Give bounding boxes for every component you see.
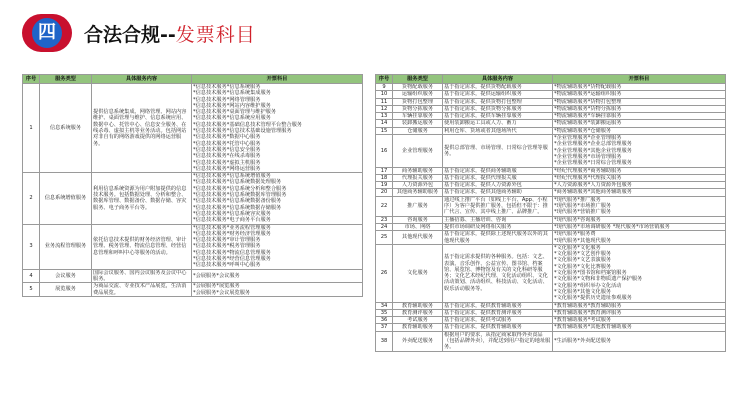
table-row xyxy=(23,269,363,283)
invoice-item: *教育辅助服务*教育测评服务 xyxy=(554,309,622,316)
invoice-items-cell xyxy=(553,309,726,316)
content-cell: 基于指定需求，提供其他商务辅助 xyxy=(443,189,553,196)
content-cell: 基于指定需求，提供车辆挂靠服务 xyxy=(443,113,553,120)
content-cell: 基于指定需求，提供教育测评服务 xyxy=(443,309,553,316)
seq-cell: 34 xyxy=(376,302,393,309)
type-cell: 代理报关服务 xyxy=(393,174,443,181)
invoice-item: *企业管理服务*市场管理服务 xyxy=(554,153,622,160)
invoice-item: *信息技术服务*业务流程管理服务 xyxy=(193,224,271,231)
type-cell: 车辆挂靠服务 xyxy=(393,113,443,120)
col-header-invoice: 开票科目 xyxy=(553,75,726,84)
invoice-item: *信息技术服务*信息系统服务 xyxy=(193,84,261,90)
type-cell: 货物分拣服务 xyxy=(393,105,443,112)
page-header xyxy=(0,0,744,70)
seq-cell: 23 xyxy=(376,216,393,223)
content-cell: 使用装卸搬运工具或人力、畜力 xyxy=(443,120,553,127)
invoice-items-cell xyxy=(553,231,726,245)
col-header-type: 服务类型 xyxy=(40,75,92,84)
seq-cell: 4 xyxy=(23,269,40,283)
seq-cell: 18 xyxy=(376,174,393,181)
invoice-item: *文化服务*文艺表演服务 xyxy=(554,257,612,264)
page-title xyxy=(84,20,256,47)
seq-cell: 10 xyxy=(376,91,393,98)
invoice-items-cell xyxy=(553,167,726,174)
invoice-items-cell xyxy=(553,302,726,309)
invoice-item: *信息技术服务*信息安全服务 xyxy=(193,146,261,153)
type-cell: 信息系统增值服务 xyxy=(40,173,92,224)
type-cell: 教育测评服务 xyxy=(393,309,443,316)
type-cell: 其他商务辅助服务 xyxy=(393,189,443,196)
content-cell: 基于指定需求，提供货物打包整理 xyxy=(443,98,553,105)
table-row xyxy=(376,324,726,331)
invoice-item: *信息技术服务*信息系统增值服务 xyxy=(193,173,271,180)
invoice-item: *企业管理服务*企业管理服务 xyxy=(554,135,622,142)
seq-cell: 20 xyxy=(376,189,393,196)
type-cell: 推广服务 xyxy=(393,196,443,216)
seq-cell: 36 xyxy=(376,317,393,324)
section-badge xyxy=(22,14,72,52)
content-cell: 基于指定需求，提供代理报关服 xyxy=(443,174,553,181)
content-cell: 国际会议服务、国内会议服务及会议中心服务。 xyxy=(92,269,192,283)
invoice-item: *物流辅助服务*车辆挂靠服务 xyxy=(554,113,622,120)
invoice-items-cell xyxy=(192,269,363,283)
invoice-item: *信息技术服务*信息系统容灾服务 xyxy=(193,210,271,217)
invoice-items-cell xyxy=(553,135,726,167)
invoice-item: *教育辅助服务*其他教育辅助服务 xyxy=(554,324,632,331)
invoice-item: *经纪代理服务*商务辅助服务 xyxy=(554,167,622,174)
seq-cell: 38 xyxy=(376,331,393,351)
table-row xyxy=(376,135,726,167)
type-cell: 市场、网络 xyxy=(393,223,443,230)
invoice-items-cell xyxy=(192,283,363,297)
seq-cell: 22 xyxy=(376,196,393,216)
content-cell: 基于指定需求，提供运输组织服务 xyxy=(443,91,553,98)
invoice-item: *信息技术服务*网络管理服务 xyxy=(193,96,261,103)
seq-cell: 15 xyxy=(376,127,393,134)
type-cell: 会议服务 xyxy=(40,269,92,283)
content-cell: 基于指定需求提供的各种服务。包括：文艺、表演、音乐创作、公益宣传、图书馆、档案馆、展览馆、博物馆及有关的文化科研等服务；文化艺术经纪代理、文化活动组织、文化活动策划、活动组织、科技活动、文化活动、娱乐活动服务等。 xyxy=(443,244,553,302)
table-row xyxy=(376,309,726,316)
table-row xyxy=(23,173,363,224)
invoice-item: *会展服务*会议展览服务 xyxy=(193,289,251,296)
type-cell: 教育辅助服务 xyxy=(393,302,443,309)
invoice-items-cell xyxy=(553,244,726,302)
invoice-item: *信息技术服务*税务管理服务 xyxy=(193,243,261,250)
content-cell: 基于指定需求，提供货物配载服务 xyxy=(443,84,553,91)
table-row xyxy=(23,283,363,297)
table-row xyxy=(376,216,726,223)
invoice-item: *信息技术服务*电子商务平台服务 xyxy=(193,217,271,224)
invoice-item: *物流辅助服务*仓储服务 xyxy=(554,127,612,134)
title-main: 合法合规 xyxy=(84,24,161,46)
seq-cell: 17 xyxy=(376,167,393,174)
type-cell: 展览服务 xyxy=(40,283,92,297)
invoice-items-cell xyxy=(553,189,726,196)
type-cell: 咨询服务 xyxy=(393,216,443,223)
content-cell: 主播招募、主播培训、咨询 xyxy=(443,216,553,223)
seq-cell: 13 xyxy=(376,113,393,120)
left-invoice-table xyxy=(22,74,363,297)
invoice-item: *信息技术服务*信息技术基础设施管理服务 xyxy=(193,128,292,135)
invoice-item: *物流辅助服务*货物配载服务 xyxy=(554,84,622,90)
invoice-item: *物流辅助服务*运输组织服务 xyxy=(554,91,622,98)
invoice-item: *企业管理服务*其他企业管理服务 xyxy=(554,147,632,154)
content-cell: 通过线上推广平台（如线上平台、App、小程序）为客户提供推广服务，包括但不限于：推广代言、宣传、其中线上推广、品牌推广。 xyxy=(443,196,553,216)
invoice-items-cell xyxy=(553,120,726,127)
table-row xyxy=(376,120,726,127)
seq-cell: 14 xyxy=(376,120,393,127)
table-row xyxy=(376,113,726,120)
content-cell: 基于指定需求，提供人力资源外包 xyxy=(443,182,553,189)
content-cell: 提供市场调研及网络相关服务 xyxy=(443,223,553,230)
col-header-type: 服务类型 xyxy=(393,75,443,84)
invoice-items-cell xyxy=(192,84,363,173)
content-cell: 基于指定需求，提供教育辅助服务 xyxy=(443,302,553,309)
type-cell: 教育辅助服务 xyxy=(393,324,443,331)
col-header-content: 具体服务内容 xyxy=(92,75,192,84)
invoice-items-cell xyxy=(553,317,726,324)
invoice-items-cell xyxy=(553,174,726,181)
content-cell: 基于指定需求，提供货物分拣服务 xyxy=(443,105,553,112)
seq-cell: 26 xyxy=(376,244,393,302)
table-row xyxy=(376,189,726,196)
table-row xyxy=(23,84,363,173)
table-row xyxy=(376,84,726,91)
content-cell: 利用信息系统资源为用户附加提供的信息技术服务。包括数据处理、分析和整合、数据库管理、数据备份、数据存储、容灾服务、电子商务平台等。 xyxy=(92,173,192,224)
invoice-items-cell xyxy=(553,127,726,134)
invoice-item: *信息技术服务*信息系统数据库管理服务 xyxy=(193,192,287,199)
invoice-item: *生活服务*外卖配送服务 xyxy=(554,337,612,344)
title-separator: -- xyxy=(160,24,176,46)
seq-cell: 1 xyxy=(23,84,40,173)
invoice-item: *文化服务*文化比赛服务 xyxy=(554,263,612,270)
invoice-item: *现代服务*推广服务 xyxy=(554,196,601,203)
invoice-items-cell xyxy=(553,216,726,223)
seq-cell: 2 xyxy=(23,173,40,224)
invoice-item: *信息技术服务*托管中心服务 xyxy=(193,140,261,147)
title-subtitle: 发票科目 xyxy=(175,24,256,46)
invoice-item: *文化服务*文艺创作服务 xyxy=(554,251,612,258)
seq-cell: 11 xyxy=(376,98,393,105)
invoice-item: *信息技术服务*在线杀毒服务 xyxy=(193,153,261,160)
invoice-item: *现代服务*市场调研服务 *现代服务*市场营销服务 xyxy=(554,223,670,230)
invoice-items-cell xyxy=(553,324,726,331)
type-cell: 业务流程管理服务 xyxy=(40,224,92,269)
type-cell: 文化服务 xyxy=(393,244,443,302)
type-cell: 仓储服务 xyxy=(393,127,443,134)
invoice-item: *信息技术服务*信息系统集成服务 xyxy=(193,90,271,97)
table-row xyxy=(23,224,363,269)
seq-cell: 37 xyxy=(376,324,393,331)
table-row xyxy=(376,127,726,134)
type-cell: 其他现代服务 xyxy=(393,231,443,245)
type-cell: 货物打包整理 xyxy=(393,98,443,105)
invoice-items-cell xyxy=(553,84,726,91)
table-row xyxy=(376,302,726,309)
table-row xyxy=(376,223,726,230)
seq-cell: 19 xyxy=(376,182,393,189)
invoice-item: *文化服务*文化服务 xyxy=(554,244,601,251)
content-cell: 基于指定需求，提供教育辅助服务 xyxy=(443,324,553,331)
invoice-item: *信息技术服务*信息系统数据处理服务 xyxy=(193,179,282,186)
seq-cell: 5 xyxy=(23,283,40,297)
content-cell: 依托信息技术提供的财务经济管理、审计管理、税务管理、物流信息管理、经营信息管理和呼叫中心等服务的活动。 xyxy=(92,224,192,269)
table-row xyxy=(376,174,726,181)
content-cell: 提供信息系统集成、网络管理、网站内容维护、桌面管理与维护、信息系统应用、数据中心、托管中心、信息安全服务、在线杀毒、虚拟主机等业务活动。包括网站对非自有的网络游戏提供的网络运营服务。 xyxy=(92,84,192,173)
seq-cell: 25 xyxy=(376,231,393,245)
content-cell: 为商品交流、专业技术产品展览，生活消费品展览。 xyxy=(92,283,192,297)
invoice-item: *教育辅助服务*考试服务 xyxy=(554,317,612,324)
invoice-items-cell xyxy=(553,113,726,120)
invoice-item: *教育辅助服务*教育辅助服务 xyxy=(554,302,622,309)
table-row xyxy=(376,331,726,351)
table-row xyxy=(376,244,726,302)
invoice-item: *信息技术服务*虚拟主机服务 xyxy=(193,159,261,166)
table-row xyxy=(376,317,726,324)
table-row xyxy=(376,98,726,105)
invoice-item: *物流辅助服务*货物打包整理 xyxy=(554,98,622,105)
type-cell: 货物配载服务 xyxy=(393,84,443,91)
invoice-items-cell xyxy=(553,98,726,105)
col-header-seq: 序号 xyxy=(23,75,40,84)
content-cell: 利用仓库、货场或者其他场所代 xyxy=(443,127,553,134)
col-header-seq: 序号 xyxy=(376,75,393,84)
content-cell: 基于指定需求，提供考试服务 xyxy=(443,317,553,324)
content-cell: 基于指定需求，提供除上述现代服务以外的其他现代服务 xyxy=(443,231,553,245)
invoice-item: *信息技术服务*呼叫中心服务 xyxy=(193,262,261,269)
invoice-items-cell xyxy=(553,182,726,189)
invoice-item: *现代服务*其他现代服务 xyxy=(554,237,612,244)
invoice-items-cell xyxy=(553,105,726,112)
table-row xyxy=(376,167,726,174)
col-header-content: 具体服务内容 xyxy=(443,75,553,84)
invoice-item: *物流辅助服务*货物分拣服务 xyxy=(554,105,622,112)
invoice-items-cell xyxy=(553,331,726,351)
invoice-item: *信息技术服务*基础信息技术管理平台整合服务 xyxy=(193,121,302,128)
type-cell: 装卸搬运服务 xyxy=(393,120,443,127)
invoice-item: *信息技术服务*数据中心服务 xyxy=(193,134,261,141)
seq-cell: 9 xyxy=(376,84,393,91)
right-invoice-table xyxy=(375,74,726,352)
invoice-items-cell xyxy=(553,91,726,98)
type-cell: 企业管理服务 xyxy=(393,135,443,167)
invoice-item: *信息技术服务*财务经济管理服务 xyxy=(193,230,271,237)
content-cell: 基于指定需求，提供商务辅助服 xyxy=(443,167,553,174)
invoice-item: *文化服务*文物和非物质遗产保护服务 xyxy=(554,276,643,283)
table-row xyxy=(376,196,726,216)
seq-cell: 12 xyxy=(376,105,393,112)
type-cell: 信息系统服务 xyxy=(40,84,92,173)
invoice-items-cell xyxy=(553,196,726,216)
invoice-items-cell xyxy=(192,173,363,224)
invoice-item: *企业管理服务*日常综合管理服务 xyxy=(554,160,632,167)
seq-cell: 24 xyxy=(376,223,393,230)
type-cell: 人力资源外包 xyxy=(393,182,443,189)
invoice-item: *文化服务*其他文化服务 xyxy=(554,288,612,295)
invoice-item: *人力资源服务*人力资源外包服务 xyxy=(554,182,632,189)
invoice-item: *现代服务*服务费 xyxy=(554,231,596,238)
invoice-item: *信息技术服务*网站内容维护服务 xyxy=(193,102,271,109)
content-cell: 根据用户的要求，从指定商家取得外卖食品（包括品牌外卖），并配送到用户指定的地址服务。 xyxy=(443,331,553,351)
invoice-item: *现代服务*咨询服务 xyxy=(554,216,601,223)
seq-cell: 3 xyxy=(23,224,40,269)
table-header-row xyxy=(376,75,726,84)
table-row xyxy=(376,231,726,245)
invoice-item: *信息技术服务*信息系统应用服务 xyxy=(193,115,271,122)
type-cell: 考试服务 xyxy=(393,317,443,324)
invoice-item: *企业管理服务*企业总部管理服务 xyxy=(554,141,632,148)
badge-number: 四 xyxy=(32,18,62,48)
invoice-item: *信息技术服务*物流信息管理服务 xyxy=(193,249,271,256)
invoice-item: *信息技术服务*审计管理服务 xyxy=(193,237,261,244)
invoice-item: *经纪代理服务*代理报关服务 xyxy=(554,174,622,181)
type-cell: 运输组织服务 xyxy=(393,91,443,98)
seq-cell: 16 xyxy=(376,135,393,167)
invoice-item: *物流辅助服务*装卸搬运服务 xyxy=(554,120,622,127)
invoice-item: *信息技术服务*桌面管理与维护服务 xyxy=(193,109,277,116)
invoice-item: *会展服务*展览服务 xyxy=(193,283,240,290)
invoice-item: *现代服务*营销推广服务 xyxy=(554,209,612,216)
invoice-item: *信息技术服务*信息系统分析和整合服务 xyxy=(193,185,287,192)
type-cell: 外卖配送服务 xyxy=(393,331,443,351)
invoice-item: *信息技术服务*网络运营服务 xyxy=(193,165,261,172)
content-cell: 提供总部管理、市场管理、日常综合管理等服务。 xyxy=(443,135,553,167)
invoice-item: *文化服务*组织举办文化活动 xyxy=(554,282,622,289)
table-row xyxy=(376,182,726,189)
invoice-item: *商务辅助服务*其他商务辅助服务 xyxy=(554,189,632,196)
invoice-item: *信息技术服务*信息系统数据备份服务 xyxy=(193,198,282,205)
invoice-items-cell xyxy=(192,224,363,269)
invoice-item: *文化服务*提供历史遗址参观服务 xyxy=(554,295,632,302)
invoice-item: *信息技术服务*信息系统数据存储服务 xyxy=(193,204,282,211)
table-row xyxy=(376,105,726,112)
col-header-invoice: 开票科目 xyxy=(192,75,363,84)
table-row xyxy=(376,91,726,98)
invoice-item: *会展服务*会议服务 xyxy=(193,272,240,279)
invoice-item: *信息技术服务*经营信息管理服务 xyxy=(193,256,271,263)
type-cell: 商务辅助服务 xyxy=(393,167,443,174)
invoice-item: *文化服务*图书馆和档案馆服务 xyxy=(554,270,627,277)
seq-cell: 35 xyxy=(376,309,393,316)
invoice-item: *现代服务*市场推广服务 xyxy=(554,203,612,210)
table-header-row xyxy=(23,75,363,84)
invoice-items-cell xyxy=(553,223,726,230)
